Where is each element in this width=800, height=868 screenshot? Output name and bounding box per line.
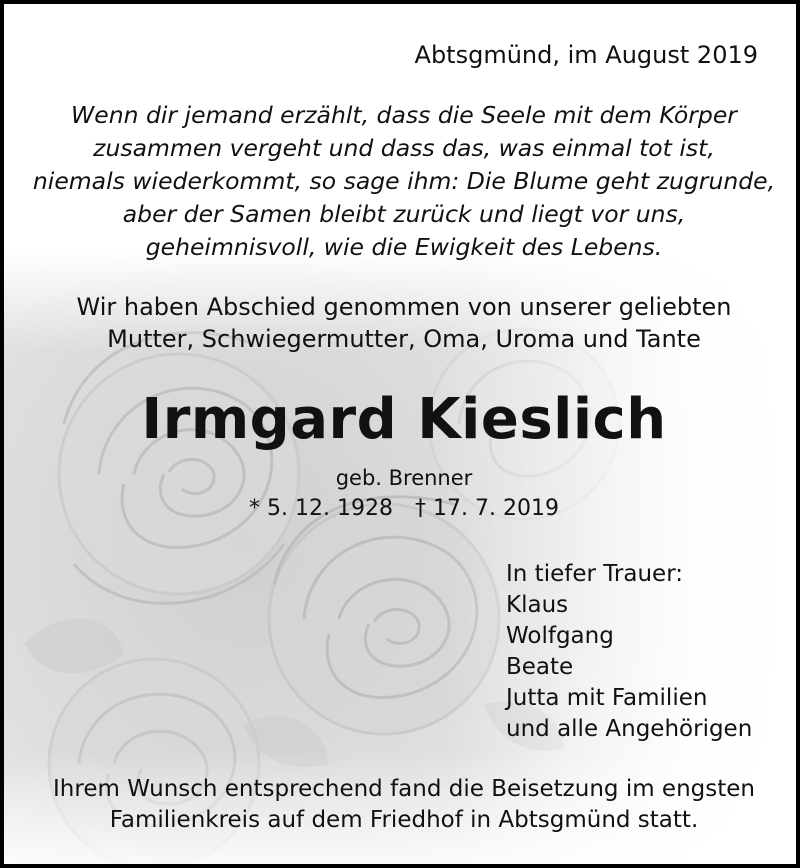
place-date: Abtsgmünd, im August 2019: [414, 41, 758, 69]
poem-line: Wenn dir jemand erzählt, dass die Seele mit dem Körper: [71, 101, 737, 129]
poem-line: niemals wiederkommt, so sage ihm: Die Blume geht zugrunde,: [32, 167, 776, 195]
closing-line: Familienkreis auf dem Friedhof in Abtsgmünd statt.: [109, 807, 699, 833]
closing-line: Ihrem Wunsch entsprechend fand die Beisetzung im engsten: [53, 776, 755, 802]
mourner-name: Beate: [506, 654, 574, 680]
poem-line: zusammen vergeht und dass das, was einmal tot ist,: [93, 134, 715, 162]
poem-line: aber der Samen bleibt zurück und liegt vor uns,: [122, 200, 686, 228]
intro-line: Mutter, Schwiegermutter, Oma, Uroma und Tante: [107, 325, 701, 353]
birth-date: * 5. 12. 1928: [249, 496, 393, 521]
poem: [4, 99, 800, 264]
intro-line: Wir haben Abschied genommen von unserer geliebten: [76, 293, 732, 321]
notice-content: [4, 4, 800, 868]
burial-note: [4, 774, 800, 836]
poem-line: geheimnisvoll, wie die Ewigkeit des Lebens.: [145, 233, 663, 261]
birth-name: geb. Brenner: [335, 466, 473, 490]
mourners-heading: In tiefer Trauer:: [506, 561, 683, 587]
mourner-name: und alle Angehörigen: [506, 716, 753, 742]
mourner-name: Jutta mit Familien: [506, 685, 708, 711]
farewell-intro: [4, 291, 800, 355]
mourners-list: [506, 559, 752, 745]
death-date: † 17. 7. 2019: [415, 496, 559, 521]
deceased-name: Irmgard Kieslich: [141, 387, 667, 452]
life-dates: [4, 494, 800, 524]
mourner-name: Klaus: [506, 592, 569, 618]
mourner-name: Wolfgang: [506, 623, 614, 649]
